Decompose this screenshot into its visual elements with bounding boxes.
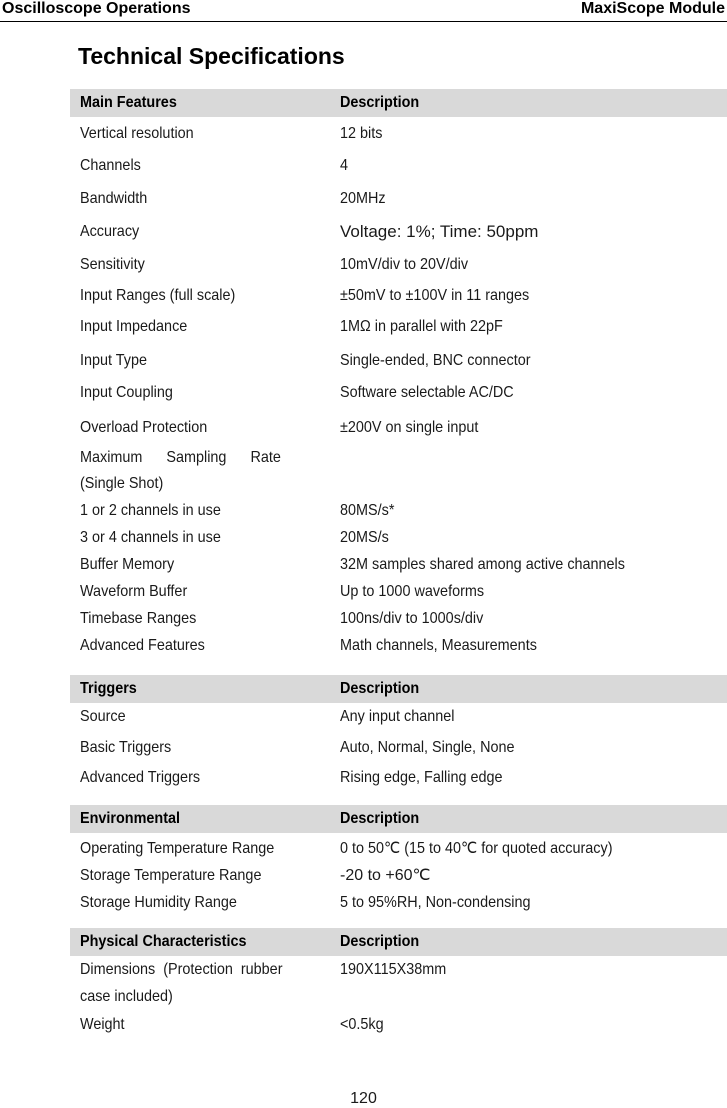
spec-feature: Operating Temperature Range bbox=[80, 840, 275, 857]
spec-description: 20MHz bbox=[340, 190, 386, 207]
spec-feature: Advanced Features bbox=[80, 637, 205, 654]
spec-feature: Channels bbox=[80, 157, 141, 174]
column-header-description: Description bbox=[340, 810, 420, 827]
column-header-feature: Physical Characteristics bbox=[80, 933, 247, 950]
spec-feature: 3 or 4 channels in use bbox=[80, 529, 221, 546]
spec-description: Auto, Normal, Single, None bbox=[340, 739, 515, 756]
header-section-title: Oscilloscope Operations bbox=[2, 0, 191, 17]
spec-feature: Timebase Ranges bbox=[80, 610, 197, 627]
header-module-title: MaxiScope Module bbox=[580, 0, 725, 17]
spec-feature: Storage Humidity Range bbox=[80, 894, 237, 911]
column-header-description: Description bbox=[340, 933, 420, 950]
column-header-feature: Environmental bbox=[80, 810, 181, 827]
spec-description: Up to 1000 waveforms bbox=[340, 583, 485, 600]
spec-feature: Advanced Triggers bbox=[80, 769, 201, 786]
spec-feature: Bandwidth bbox=[80, 190, 148, 207]
spec-description: 32M samples shared among active channels bbox=[340, 556, 625, 573]
spec-feature: Overload Protection bbox=[80, 419, 208, 436]
spec-feature: Vertical resolution bbox=[80, 125, 194, 142]
spec-description: Single-ended, BNC connector bbox=[340, 352, 531, 369]
spec-description: 190X115X38mm bbox=[340, 961, 447, 978]
spec-feature: Storage Temperature Range bbox=[80, 867, 262, 884]
spec-feature: Input Type bbox=[80, 352, 147, 369]
page-number: 120 bbox=[350, 1090, 377, 1107]
column-header-description: Description bbox=[340, 680, 420, 697]
column-header-description: Description bbox=[340, 94, 420, 111]
main-features-header bbox=[70, 89, 727, 117]
spec-description: 0 to 50℃ (15 to 40℃ for quoted accuracy) bbox=[340, 840, 613, 857]
spec-feature: 1 or 2 channels in use bbox=[80, 502, 221, 519]
spec-description: 80MS/s* bbox=[340, 502, 395, 519]
spec-description: 100ns/div to 1000s/div bbox=[340, 610, 484, 627]
spec-feature-line1: Dimensions (Protection rubber bbox=[80, 961, 283, 978]
spec-description: 20MS/s bbox=[340, 529, 389, 546]
spec-feature: Input Coupling bbox=[80, 384, 173, 401]
spec-feature-line1: Maximum Sampling Rate bbox=[80, 449, 281, 466]
spec-description: 10mV/div to 20V/div bbox=[340, 256, 469, 273]
page-header bbox=[0, 0, 727, 22]
spec-description: 12 bits bbox=[340, 125, 383, 142]
column-header-feature: Main Features bbox=[80, 94, 177, 111]
spec-feature: Weight bbox=[80, 1016, 125, 1033]
spec-feature: Basic Triggers bbox=[80, 739, 172, 756]
spec-description: -20 to +60℃ bbox=[340, 867, 431, 884]
spec-description: Voltage: 1%; Time: 50ppm bbox=[340, 222, 539, 241]
spec-feature-line2: (Single Shot) bbox=[80, 475, 164, 492]
spec-description: Math channels, Measurements bbox=[340, 637, 537, 654]
spec-description: Rising edge, Falling edge bbox=[340, 769, 503, 786]
spec-description: ±200V on single input bbox=[340, 419, 479, 436]
spec-description: 5 to 95%RH, Non-condensing bbox=[340, 894, 531, 911]
spec-feature-line2: case included) bbox=[80, 988, 173, 1005]
spec-description: 1MΩ in parallel with 22pF bbox=[340, 318, 503, 335]
spec-description: <0.5kg bbox=[340, 1016, 384, 1033]
spec-description: Software selectable AC/DC bbox=[340, 384, 514, 401]
environmental-header bbox=[70, 805, 727, 833]
spec-feature: Sensitivity bbox=[80, 256, 145, 273]
spec-description: Any input channel bbox=[340, 708, 455, 725]
physical-characteristics-header bbox=[70, 928, 727, 956]
spec-feature: Accuracy bbox=[80, 223, 140, 240]
spec-feature: Source bbox=[80, 708, 126, 725]
triggers-header bbox=[70, 675, 727, 703]
spec-feature: Buffer Memory bbox=[80, 556, 175, 573]
spec-feature: Input Impedance bbox=[80, 318, 188, 335]
spec-description: 4 bbox=[340, 157, 349, 174]
spec-feature: Waveform Buffer bbox=[80, 583, 188, 600]
column-header-feature: Triggers bbox=[80, 680, 137, 697]
spec-description: ±50mV to ±100V in 11 ranges bbox=[340, 287, 530, 304]
page-title: Technical Specifications bbox=[78, 43, 345, 69]
spec-feature: Input Ranges (full scale) bbox=[80, 287, 236, 304]
